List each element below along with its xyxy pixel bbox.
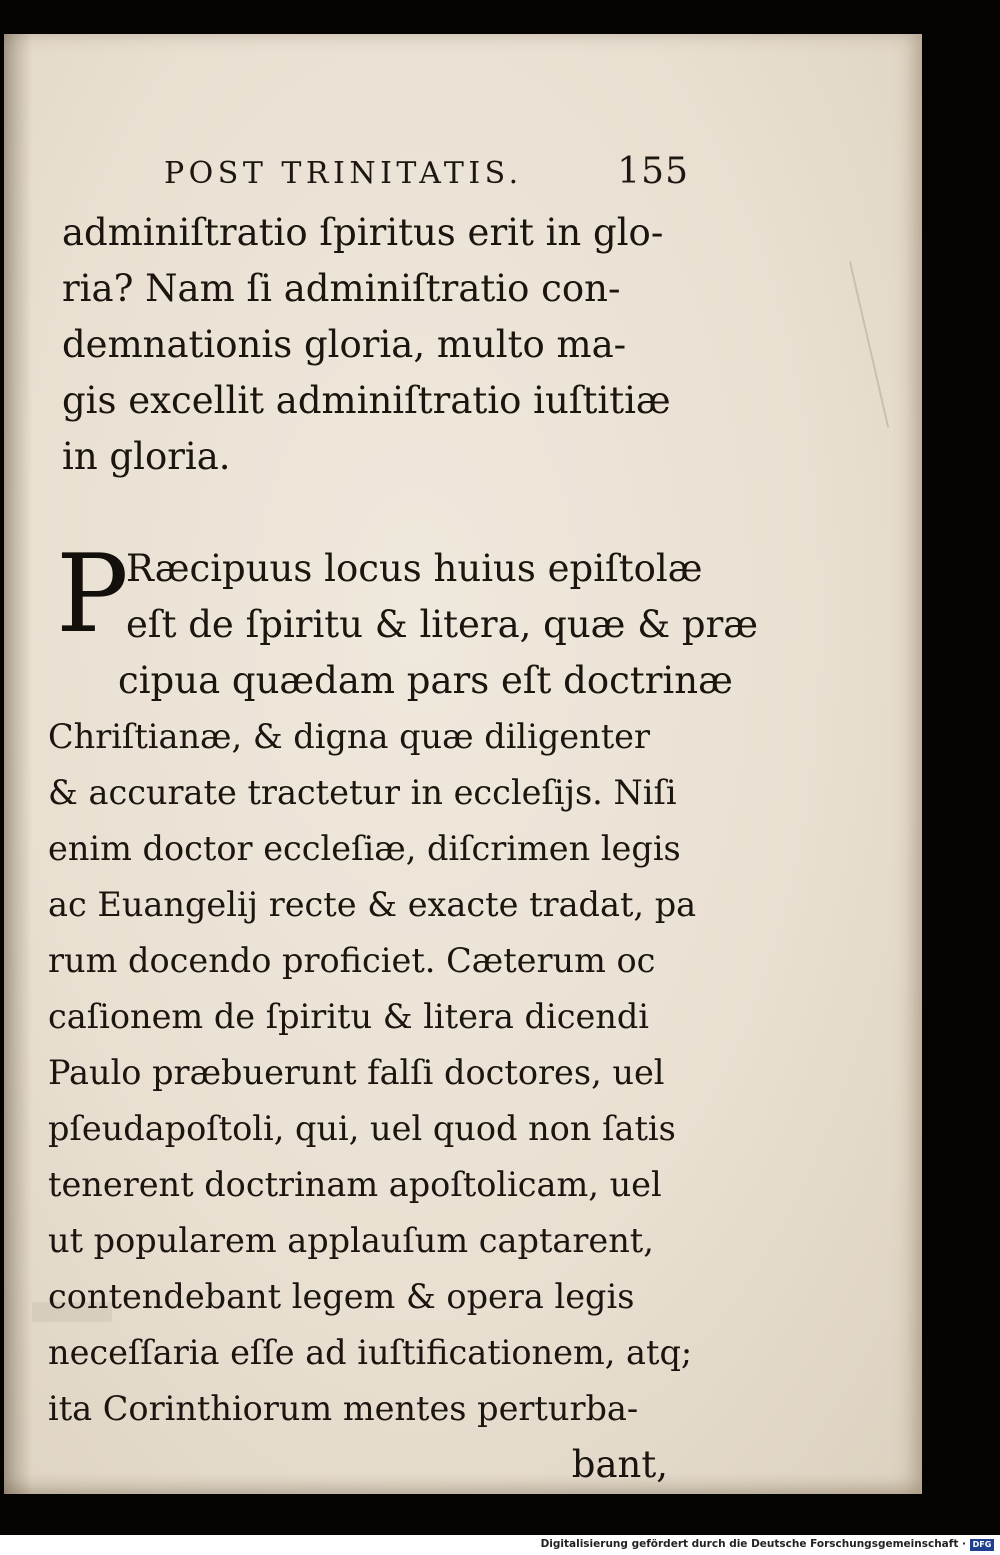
text-line: eſt de ſpiritu & litera, quæ & præ (126, 603, 759, 646)
text-line: ita Corinthiorum mentes perturba- (48, 1389, 639, 1428)
paragraph-continued (48, 205, 680, 485)
text-line: & accurate tractetur in eccleſijs. Niſi (48, 773, 677, 812)
text-block (48, 205, 759, 1493)
text-line: neceſſaria eſſe ad iuſtificationem, atq; (48, 1333, 693, 1372)
funding-credit: Digitalisierung gefördert durch die Deutsche Forschungsgemeinschaft · (540, 1538, 966, 1550)
text-line: rum docendo proficiet. Cæterum oc (48, 941, 656, 980)
text-line: tenerent doctrinam apoſtolicam, uel (48, 1165, 662, 1204)
text-line: demnationis gloria, multo ma- (62, 323, 627, 366)
text-line: pſeudapoſtoli, qui, uel quod non ſatis (48, 1109, 676, 1148)
text-line: ria? Nam ſi adminiſtratio con- (62, 267, 621, 310)
paragraph-main (48, 532, 759, 1493)
page-header (164, 124, 689, 194)
text-line: in gloria. (62, 435, 231, 478)
text-line: caſionem de ſpiritu & litera dicendi (48, 997, 650, 1036)
text-line: Paulo præbuerunt falſi doctores, uel (48, 1053, 665, 1092)
text-line: contendebant legem & opera legis (48, 1277, 635, 1316)
digitization-footer (0, 1535, 1000, 1555)
page-crease (849, 262, 889, 428)
catchword: bant, (571, 1443, 668, 1486)
dfg-logo-icon: DFG (970, 1539, 994, 1551)
text-line: enim doctor eccleſiæ, diſcrimen legis (48, 829, 681, 868)
text-line: ac Euangelij recte & exacte tradat, pa (48, 885, 697, 924)
paragraph-gap (48, 485, 680, 541)
text-line: Ræcipuus locus huius epiſtolæ (126, 547, 703, 590)
text-line: cipua quædam pars eſt doctrinæ (118, 659, 733, 702)
spine-shadow (4, 34, 32, 1494)
text-line: adminiſtratio ſpiritus erit in glo- (62, 211, 664, 254)
text-line: Chriſtianæ, & digna quæ diligenter (48, 717, 651, 756)
text-line: gis excellit adminiſtratio iuſtitiæ (62, 379, 671, 422)
text-line: ut popularem applauſum captarent, (48, 1221, 654, 1260)
drop-initial: P (56, 532, 129, 657)
running-title: POST TRINITATIS. (164, 156, 523, 191)
page-number: 155 (617, 151, 689, 192)
